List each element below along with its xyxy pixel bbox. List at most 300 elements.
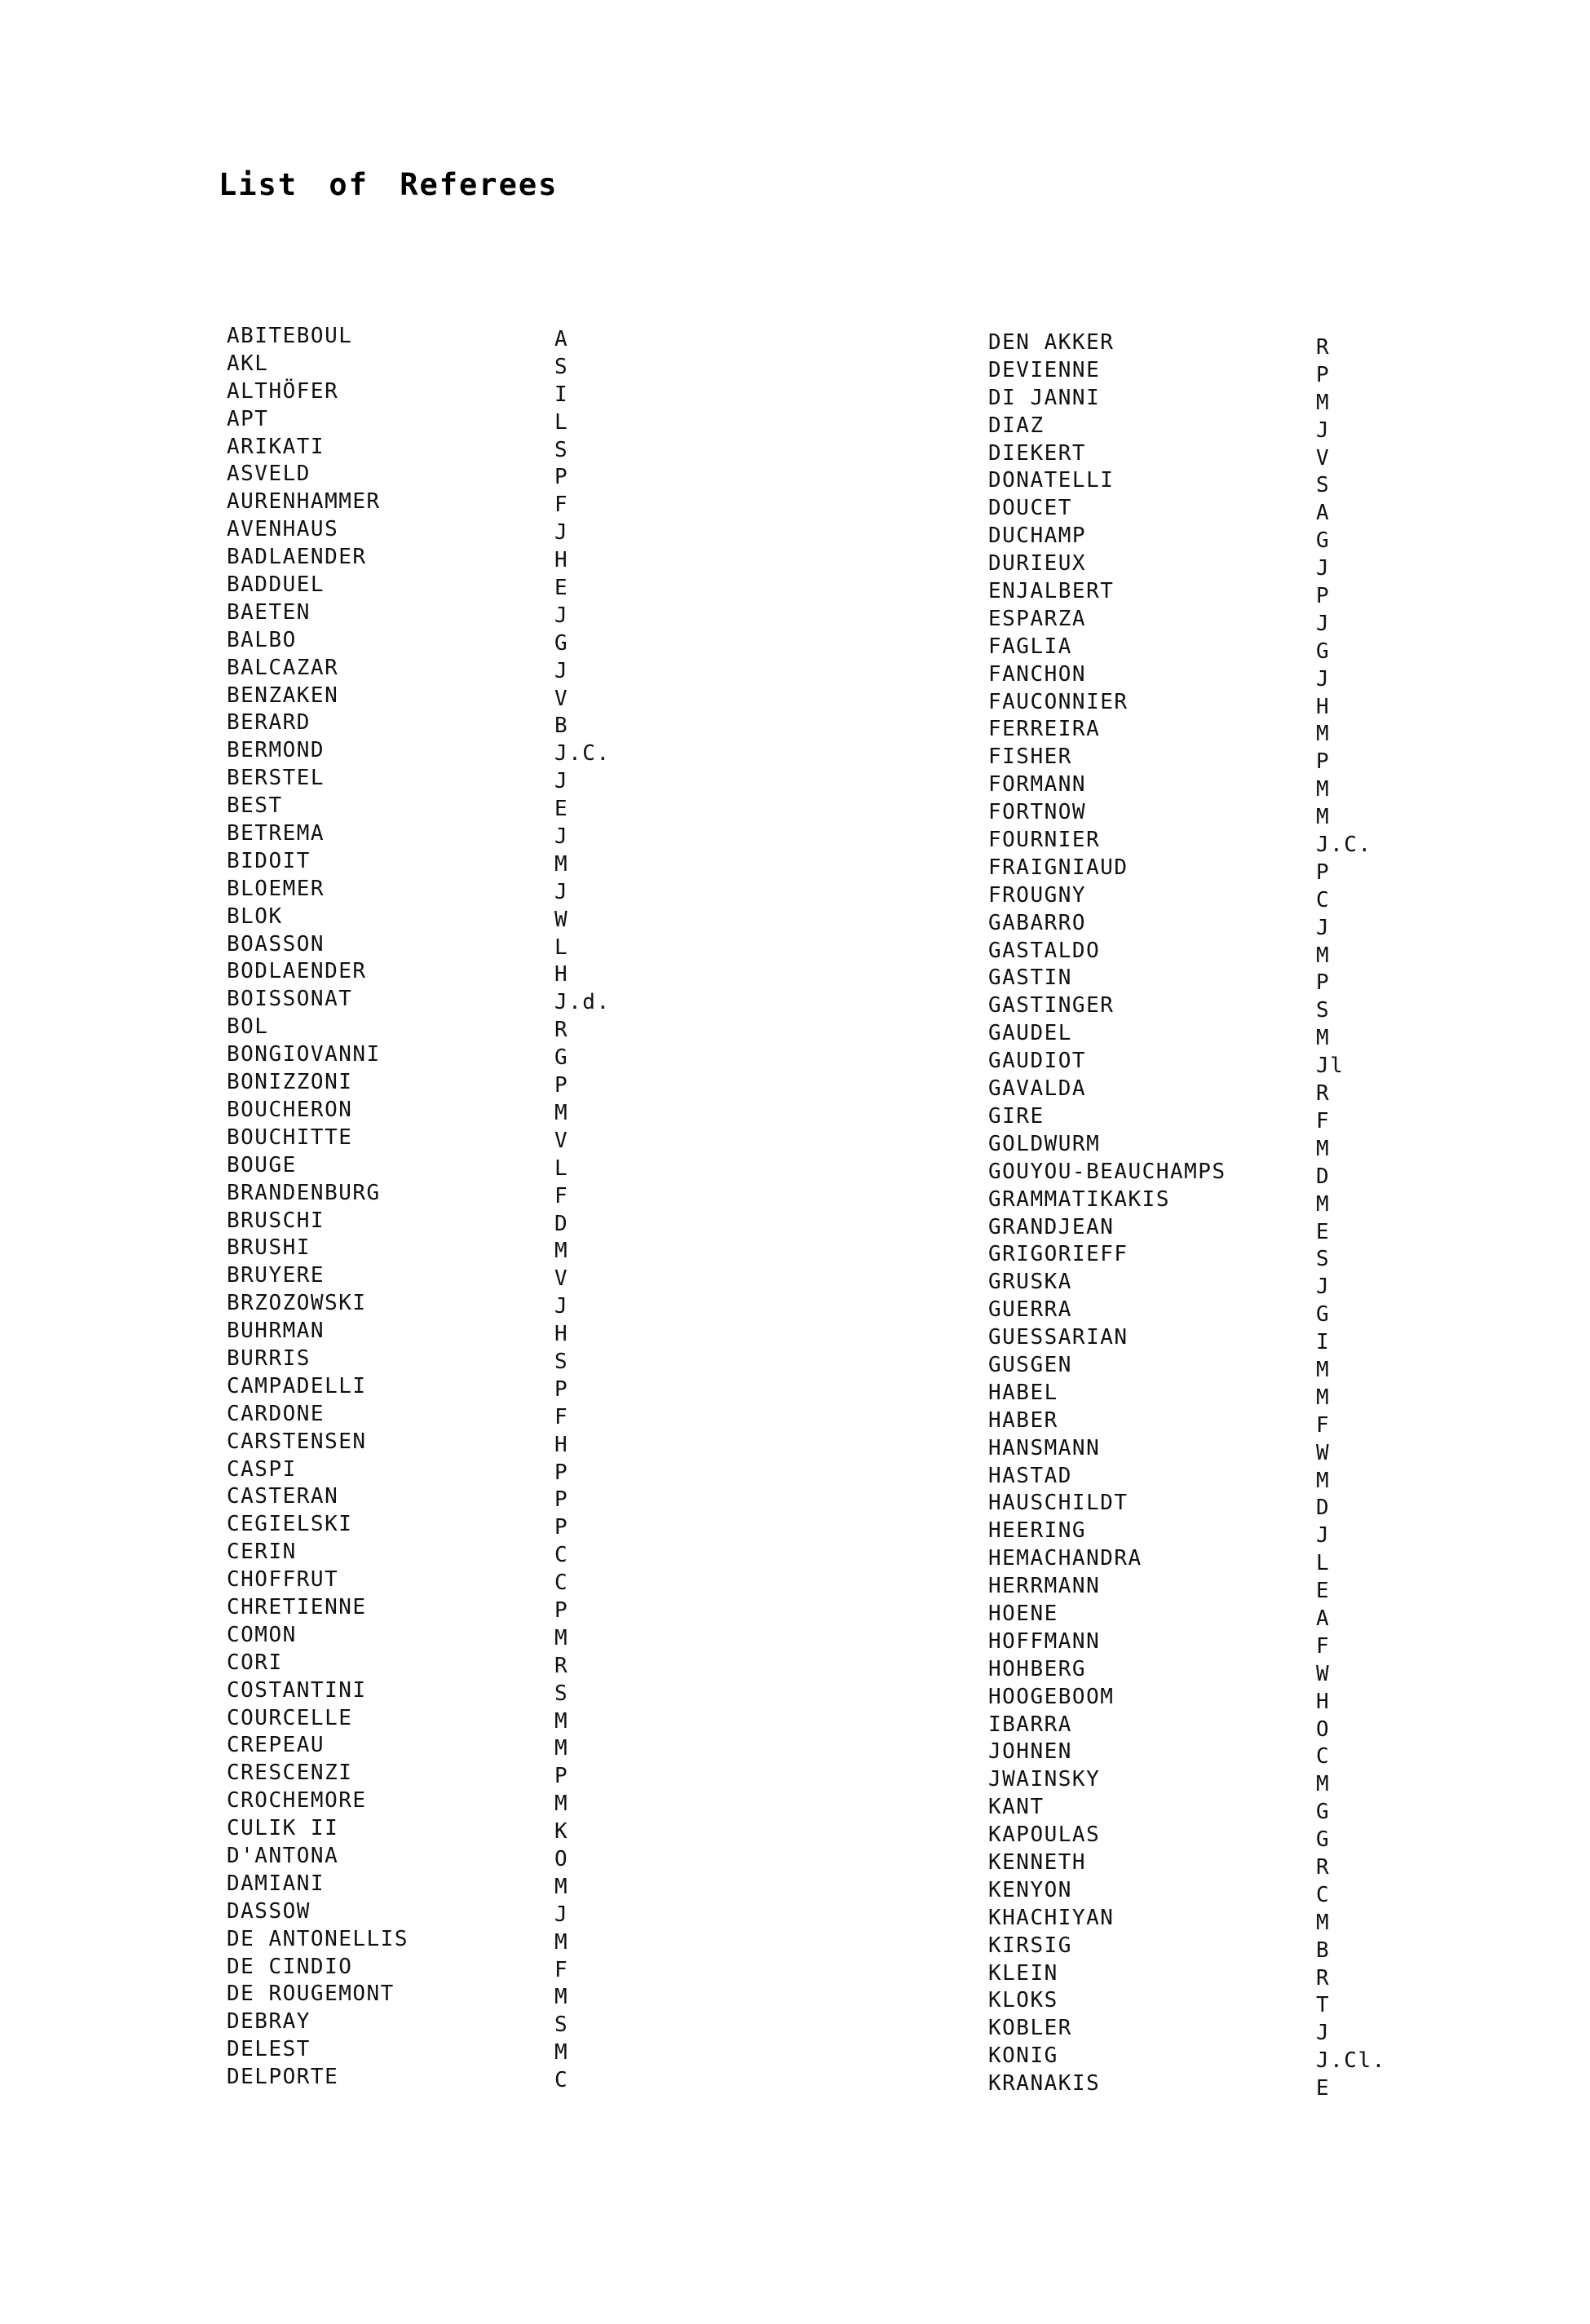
referee-entry (988, 1656, 1590, 1684)
referee-name: CHOFFRUT (227, 1567, 339, 1593)
referee-name: KRANAKIS (988, 2071, 1101, 2096)
referee-entry (988, 1877, 1590, 1905)
referee-name: HAUSCHILDT (988, 1491, 1128, 1516)
referee-name: COSTANTINI (227, 1677, 367, 1703)
referee-name: COURCELLE (227, 1705, 353, 1730)
referee-initial: J.Cl. (1316, 2048, 1386, 2074)
referee-initial: F (1316, 1108, 1331, 1133)
referee-initial: G (1316, 638, 1331, 664)
referee-entry (227, 1318, 961, 1345)
referee-initial: J (554, 603, 569, 628)
referee-entry (227, 1843, 961, 1871)
referee-initial: R (554, 1018, 569, 1043)
referee-initial: A (554, 327, 569, 351)
referee-initial: V (554, 1128, 569, 1153)
referee-initial: E (1316, 1219, 1331, 1244)
referee-initial: M (1316, 1385, 1331, 1410)
referee-name: AVENHAUS (227, 517, 339, 542)
referee-initial: C (554, 2068, 569, 2093)
referee-initial: B (1316, 1937, 1331, 1963)
referee-initial: A (1316, 501, 1331, 526)
referee-name: BONIZZONI (227, 1070, 353, 1095)
referee-name: HABER (988, 1407, 1058, 1433)
referee-entry (227, 1650, 961, 1677)
referee-entry (988, 634, 1590, 664)
referee-entry (227, 1152, 961, 1180)
referee-initial: M (554, 1100, 569, 1125)
referee-name: DIAZ (988, 413, 1045, 438)
referee-entry (227, 2064, 961, 2092)
referee-initial: P (1316, 362, 1331, 387)
referee-initial: M (554, 1736, 569, 1761)
referee-name: HOHBERG (988, 1656, 1087, 1681)
referee-initial: G (554, 1045, 569, 1071)
referee-initial: M (1316, 805, 1331, 830)
referee-entry (988, 495, 1590, 526)
referee-name: JWAINSKY (988, 1767, 1101, 1792)
referee-entry (988, 1380, 1590, 1410)
referee-entry (227, 544, 961, 572)
referee-initial: C (554, 1571, 569, 1596)
referee-name: BENZAKEN (227, 683, 339, 708)
referee-entry (988, 1684, 1590, 1712)
referee-name: FRAIGNIAUD (988, 855, 1128, 880)
referee-initial: J (1316, 1523, 1331, 1549)
referee-name: DI JANNI (988, 385, 1101, 410)
referee-name: GUESSARIAN (988, 1325, 1128, 1350)
referee-entry (988, 1739, 1590, 1770)
referee-initial: O (554, 1846, 569, 1871)
referee-name: BEST (227, 793, 283, 819)
referee-initial: P (554, 1376, 569, 1402)
referee-initial: C (554, 1543, 569, 1568)
referee-initial: F (554, 1957, 569, 1982)
referee-entry (227, 958, 961, 986)
referee-entry (227, 378, 961, 406)
referee-initial: M (554, 1708, 569, 1734)
referee-name: BONGIOVANNI (227, 1042, 381, 1067)
referee-name: BERSTEL (227, 766, 325, 791)
referee-initial: D (554, 1211, 569, 1236)
referee-name: BOUCHITTE (227, 1124, 353, 1150)
referee-initial: G (1316, 528, 1331, 554)
referee-name: ALTHÖFER (227, 378, 339, 404)
referee-name: KHACHIYAN (988, 1905, 1115, 1930)
referee-initial: G (554, 630, 569, 656)
referee-entry (227, 1622, 961, 1650)
referee-name: CEGIELSKI (227, 1512, 353, 1537)
referee-initial: J.C. (554, 741, 611, 767)
referee-initial: B (554, 714, 569, 739)
referee-entry (988, 385, 1590, 413)
referee-entry (988, 1712, 1590, 1742)
referee-initial: M (1316, 1191, 1331, 1217)
referee-entry (227, 1401, 961, 1429)
referee-name: GAVALDA (988, 1076, 1087, 1102)
referee-entry (227, 627, 961, 655)
referee-entry (988, 1241, 1590, 1272)
referee-entry (988, 992, 1590, 1023)
referee-initial: C (1316, 1744, 1331, 1770)
referee-entry (227, 1898, 961, 1926)
referee-name: BOASSON (227, 931, 325, 957)
referee-entry (227, 1124, 961, 1152)
referee-initial: S (554, 437, 569, 462)
referee-name: BOISSONAT (227, 987, 353, 1012)
referee-name: FISHER (988, 744, 1072, 770)
referee-entry (988, 1463, 1590, 1491)
referee-initial: W (1316, 1440, 1331, 1465)
referee-name: DE ANTONELLIS (227, 1926, 409, 1951)
referee-name: HANSMANN (988, 1435, 1101, 1460)
referee-entry (988, 357, 1590, 385)
referee-entry (988, 855, 1590, 885)
referee-entry (988, 523, 1590, 554)
referee-initial: P (1316, 970, 1331, 996)
referee-entry (227, 1954, 961, 1982)
referee-initial: P (554, 465, 569, 490)
referee-initial: M (1316, 1910, 1331, 1935)
referee-entry (227, 1566, 961, 1594)
referee-name: BRUSHI (227, 1235, 311, 1261)
referee-entry (988, 1545, 1590, 1576)
referee-name: CASPI (227, 1456, 297, 1482)
referee-name: AKL (227, 351, 269, 376)
referee-entry (227, 986, 961, 1014)
referee-initial: J (554, 824, 569, 850)
referee-initial: E (554, 797, 569, 822)
referee-name: DAMIANI (227, 1871, 325, 1896)
referee-list-left (227, 323, 961, 2092)
referee-initial: E (554, 576, 569, 601)
referee-name: GOLDWURM (988, 1131, 1101, 1156)
referee-name: ARIKATI (227, 434, 325, 459)
referee-entry (227, 351, 961, 378)
referee-name: BRZOZOWSKI (227, 1291, 367, 1316)
referee-entry (988, 1601, 1590, 1631)
referee-entry (988, 1269, 1590, 1300)
referee-initial: R (1316, 1081, 1331, 1107)
referee-initial: M (1316, 1026, 1331, 1051)
referee-name: DE CINDIO (227, 1954, 353, 1979)
referee-name: AURENHAMMER (227, 489, 381, 515)
referee-entry (988, 1822, 1590, 1853)
referee-entry (988, 882, 1590, 910)
referee-entry (227, 1871, 961, 1898)
referee-name: DELPORTE (227, 2065, 339, 2090)
referee-name: GASTALDO (988, 938, 1101, 963)
referee-entry (988, 578, 1590, 609)
referee-entry (227, 1677, 961, 1705)
referee-initial: C (1316, 1882, 1331, 1907)
referee-entry (988, 799, 1590, 830)
referee-entry (227, 1926, 961, 1954)
referee-name: D'ANTONA (227, 1843, 339, 1868)
referee-name: BRANDENBURG (227, 1180, 381, 1205)
referee-initial: P (554, 1487, 569, 1513)
referee-name: HOENE (988, 1601, 1058, 1626)
referee-initial: F (554, 1404, 569, 1429)
referee-entry (227, 1511, 961, 1539)
referee-entry (227, 1180, 961, 1208)
referee-entry (988, 413, 1590, 443)
referee-name: DUCHAMP (988, 524, 1087, 549)
referee-name: DEN AKKER (988, 330, 1115, 355)
referee-name: IBARRA (988, 1712, 1072, 1737)
referee-name: BUHRMAN (227, 1319, 325, 1344)
referee-entry (988, 965, 1590, 996)
referee-name: CAMPADELLI (227, 1373, 367, 1398)
referee-name: FERREIRA (988, 717, 1101, 742)
referee-name: FAGLIA (988, 634, 1072, 659)
referee-name: ENJALBERT (988, 579, 1115, 604)
referee-initial: M (1316, 390, 1331, 415)
referee-name: JOHNEN (988, 1739, 1072, 1765)
referee-entry (227, 1097, 961, 1124)
referee-entry (988, 329, 1590, 360)
referee-entry (227, 1429, 961, 1456)
referee-name: HOOGEBOOM (988, 1684, 1115, 1709)
referee-entry (227, 461, 961, 488)
referee-initial: F (554, 1183, 569, 1208)
referee-initial: M (1316, 943, 1331, 968)
referee-entry (227, 1483, 961, 1511)
referee-entry (988, 1518, 1590, 1549)
referee-entry (227, 1041, 961, 1069)
referee-entry (227, 1456, 961, 1484)
referee-entry (227, 2036, 961, 2064)
referee-initial: J (1316, 666, 1331, 691)
referee-initial: J (1316, 1275, 1331, 1300)
referee-initial: J (554, 520, 569, 546)
referee-initial: G (1316, 1800, 1331, 1825)
referee-entry (227, 1705, 961, 1733)
referee-name: BIDOIT (227, 848, 311, 873)
referee-initial: O (1316, 1716, 1331, 1742)
referee-entry (227, 848, 961, 876)
referee-initial: P (1316, 584, 1331, 609)
referee-list-right (988, 329, 1590, 2101)
referee-entry (988, 1159, 1590, 1189)
referee-name: GUERRA (988, 1297, 1072, 1323)
referee-entry (988, 1131, 1590, 1159)
referee-name: BOUGE (227, 1152, 297, 1177)
referee-entry (988, 661, 1590, 689)
referee-name: GRUSKA (988, 1270, 1072, 1295)
referee-name: FAUCONNIER (988, 689, 1128, 714)
referee-entry (988, 2043, 1590, 2074)
referee-name: CERIN (227, 1540, 297, 1565)
referee-initial: H (554, 548, 569, 573)
referee-entry (227, 1014, 961, 1041)
referee-initial: P (554, 1597, 569, 1623)
referee-entry (227, 1373, 961, 1401)
referee-initial: F (1316, 1412, 1331, 1438)
referee-entry (988, 1490, 1590, 1521)
referee-initial: M (1316, 1772, 1331, 1797)
referee-initial: M (1316, 1468, 1331, 1493)
referee-name: GIRE (988, 1103, 1045, 1129)
referee-name: BOUCHERON (227, 1097, 353, 1122)
referee-entry (988, 1020, 1590, 1051)
referee-entry (988, 550, 1590, 581)
referee-initial: S (554, 354, 569, 379)
referee-initial: P (1316, 749, 1331, 775)
referee-initial: S (554, 1681, 569, 1706)
referee-initial: M (1316, 1357, 1331, 1382)
referee-name: BADDUEL (227, 572, 325, 598)
referee-name: BAETEN (227, 599, 311, 625)
referee-name: GAUDIOT (988, 1049, 1087, 1074)
referee-initial: J (1316, 2021, 1331, 2046)
referee-initial: R (1316, 1854, 1331, 1880)
referee-initial: D (1316, 1164, 1331, 1189)
referee-initial: J (554, 1294, 569, 1319)
referee-initial: V (1316, 445, 1331, 471)
referee-entry (988, 1766, 1590, 1797)
referee-initial: P (554, 1764, 569, 1789)
referee-entry (227, 655, 961, 683)
referee-initial: M (554, 1929, 569, 1955)
referee-initial: F (1316, 1633, 1331, 1659)
referee-initial: J (1316, 556, 1331, 581)
referee-initial: P (554, 1460, 569, 1485)
referee-entry (227, 434, 961, 462)
referee-initial: H (554, 962, 569, 987)
referee-entry (227, 572, 961, 599)
referee-initial: T (1316, 1993, 1331, 2018)
referee-initial: H (554, 1432, 569, 1457)
referee-initial: H (1316, 694, 1331, 719)
referee-name: BERMOND (227, 738, 325, 763)
referee-name: DASSOW (227, 1898, 311, 1924)
referee-entry (988, 689, 1590, 717)
referee-name: GRANDJEAN (988, 1214, 1115, 1239)
referee-entry (988, 716, 1590, 747)
referee-initial: M (1316, 1136, 1331, 1161)
referee-initial: L (1316, 1551, 1331, 1576)
referee-entry (227, 904, 961, 931)
referee-name: GASTINGER (988, 993, 1115, 1018)
referee-initial: W (1316, 1661, 1331, 1686)
referee-initial: M (554, 1239, 569, 1264)
referee-entry (227, 406, 961, 434)
referee-initial: E (1316, 2076, 1331, 2101)
referee-initial: J (554, 658, 569, 683)
referee-initial: Jl (1316, 1054, 1345, 1079)
referee-initial: R (554, 1653, 569, 1678)
referee-entry (988, 606, 1590, 634)
referee-initial: I (554, 382, 569, 407)
referee-initial: S (1316, 473, 1331, 498)
referee-name: FROUGNY (988, 882, 1087, 908)
referee-name: ASVELD (227, 462, 311, 487)
referee-entry (227, 1760, 961, 1787)
referee-name: COMON (227, 1622, 297, 1647)
referee-name: GABARRO (988, 910, 1087, 935)
referee-initial: S (1316, 1247, 1331, 1272)
referee-name: BRUSCHI (227, 1208, 325, 1233)
referee-initial: J (1316, 915, 1331, 940)
referee-initial: L (554, 409, 569, 435)
referee-entry (227, 1815, 961, 1843)
referee-initial: J.d. (554, 990, 611, 1015)
referee-name: CARDONE (227, 1401, 325, 1426)
referee-initial: A (1316, 1606, 1331, 1631)
referee-entry (227, 683, 961, 710)
referee-entry (988, 1960, 1590, 1988)
referee-initial: M (554, 1792, 569, 1817)
referee-name: KENNETH (988, 1849, 1087, 1875)
referee-entry (227, 765, 961, 793)
referee-entry (988, 467, 1590, 498)
referee-initial: L (554, 1155, 569, 1181)
referee-name: FORMANN (988, 772, 1087, 797)
referee-entry (988, 2015, 1590, 2046)
referee-name: KONIG (988, 2043, 1058, 2069)
referee-initial: L (554, 934, 569, 960)
referee-name: BLOEMER (227, 876, 325, 901)
referee-entry (227, 931, 961, 959)
referee-entry (988, 1407, 1590, 1438)
referee-initial: E (1316, 1579, 1331, 1604)
referee-name: DELEST (227, 2037, 311, 2062)
referee-entry (227, 488, 961, 516)
referee-initial: R (1316, 335, 1331, 360)
referee-entry (227, 1208, 961, 1235)
referee-name: BADLAENDER (227, 545, 367, 570)
referee-name: BALBO (227, 627, 297, 652)
referee-entry (227, 1594, 961, 1622)
referee-entry (988, 1214, 1590, 1242)
referee-entry (988, 1905, 1590, 1933)
referee-initial: V (554, 686, 569, 711)
referee-initial: G (1316, 1827, 1331, 1853)
referee-initial: M (554, 1625, 569, 1650)
referee-entry (227, 1262, 961, 1290)
referee-entry (988, 1352, 1590, 1380)
referee-initial: J (554, 1902, 569, 1927)
referee-name: CARSTENSEN (227, 1429, 367, 1454)
referee-entry (227, 876, 961, 904)
referee-name: ABITEBOUL (227, 324, 353, 348)
referee-name: CREPEAU (227, 1733, 325, 1758)
referee-entry (227, 1981, 961, 2008)
referee-initial: H (1316, 1689, 1331, 1714)
referee-initial: M (554, 2040, 569, 2066)
referee-name: DEBRAY (227, 2009, 311, 2035)
referee-initial: H (554, 1322, 569, 1347)
referee-name: HABEL (988, 1380, 1058, 1405)
referee-entry (988, 938, 1590, 968)
referee-name: KANT (988, 1795, 1045, 1820)
referee-entry (227, 1732, 961, 1760)
referee-initial: D (1316, 1496, 1331, 1521)
referee-entry (227, 1290, 961, 1318)
referee-initial: K (554, 1819, 569, 1845)
referee-name: APT (227, 406, 269, 431)
referee-name: DEVIENNE (988, 357, 1101, 382)
referee-entry (988, 1297, 1590, 1328)
referee-name: GRIGORIEFF (988, 1242, 1128, 1267)
referee-initial: S (1316, 998, 1331, 1023)
referee-name: DOUCET (988, 496, 1072, 521)
referee-name: FORTNOW (988, 800, 1087, 825)
referee-entry (227, 2008, 961, 2036)
referee-name: CHRETIENNE (227, 1594, 367, 1619)
referee-name: KENYON (988, 1877, 1072, 1902)
referee-entry (227, 323, 961, 351)
